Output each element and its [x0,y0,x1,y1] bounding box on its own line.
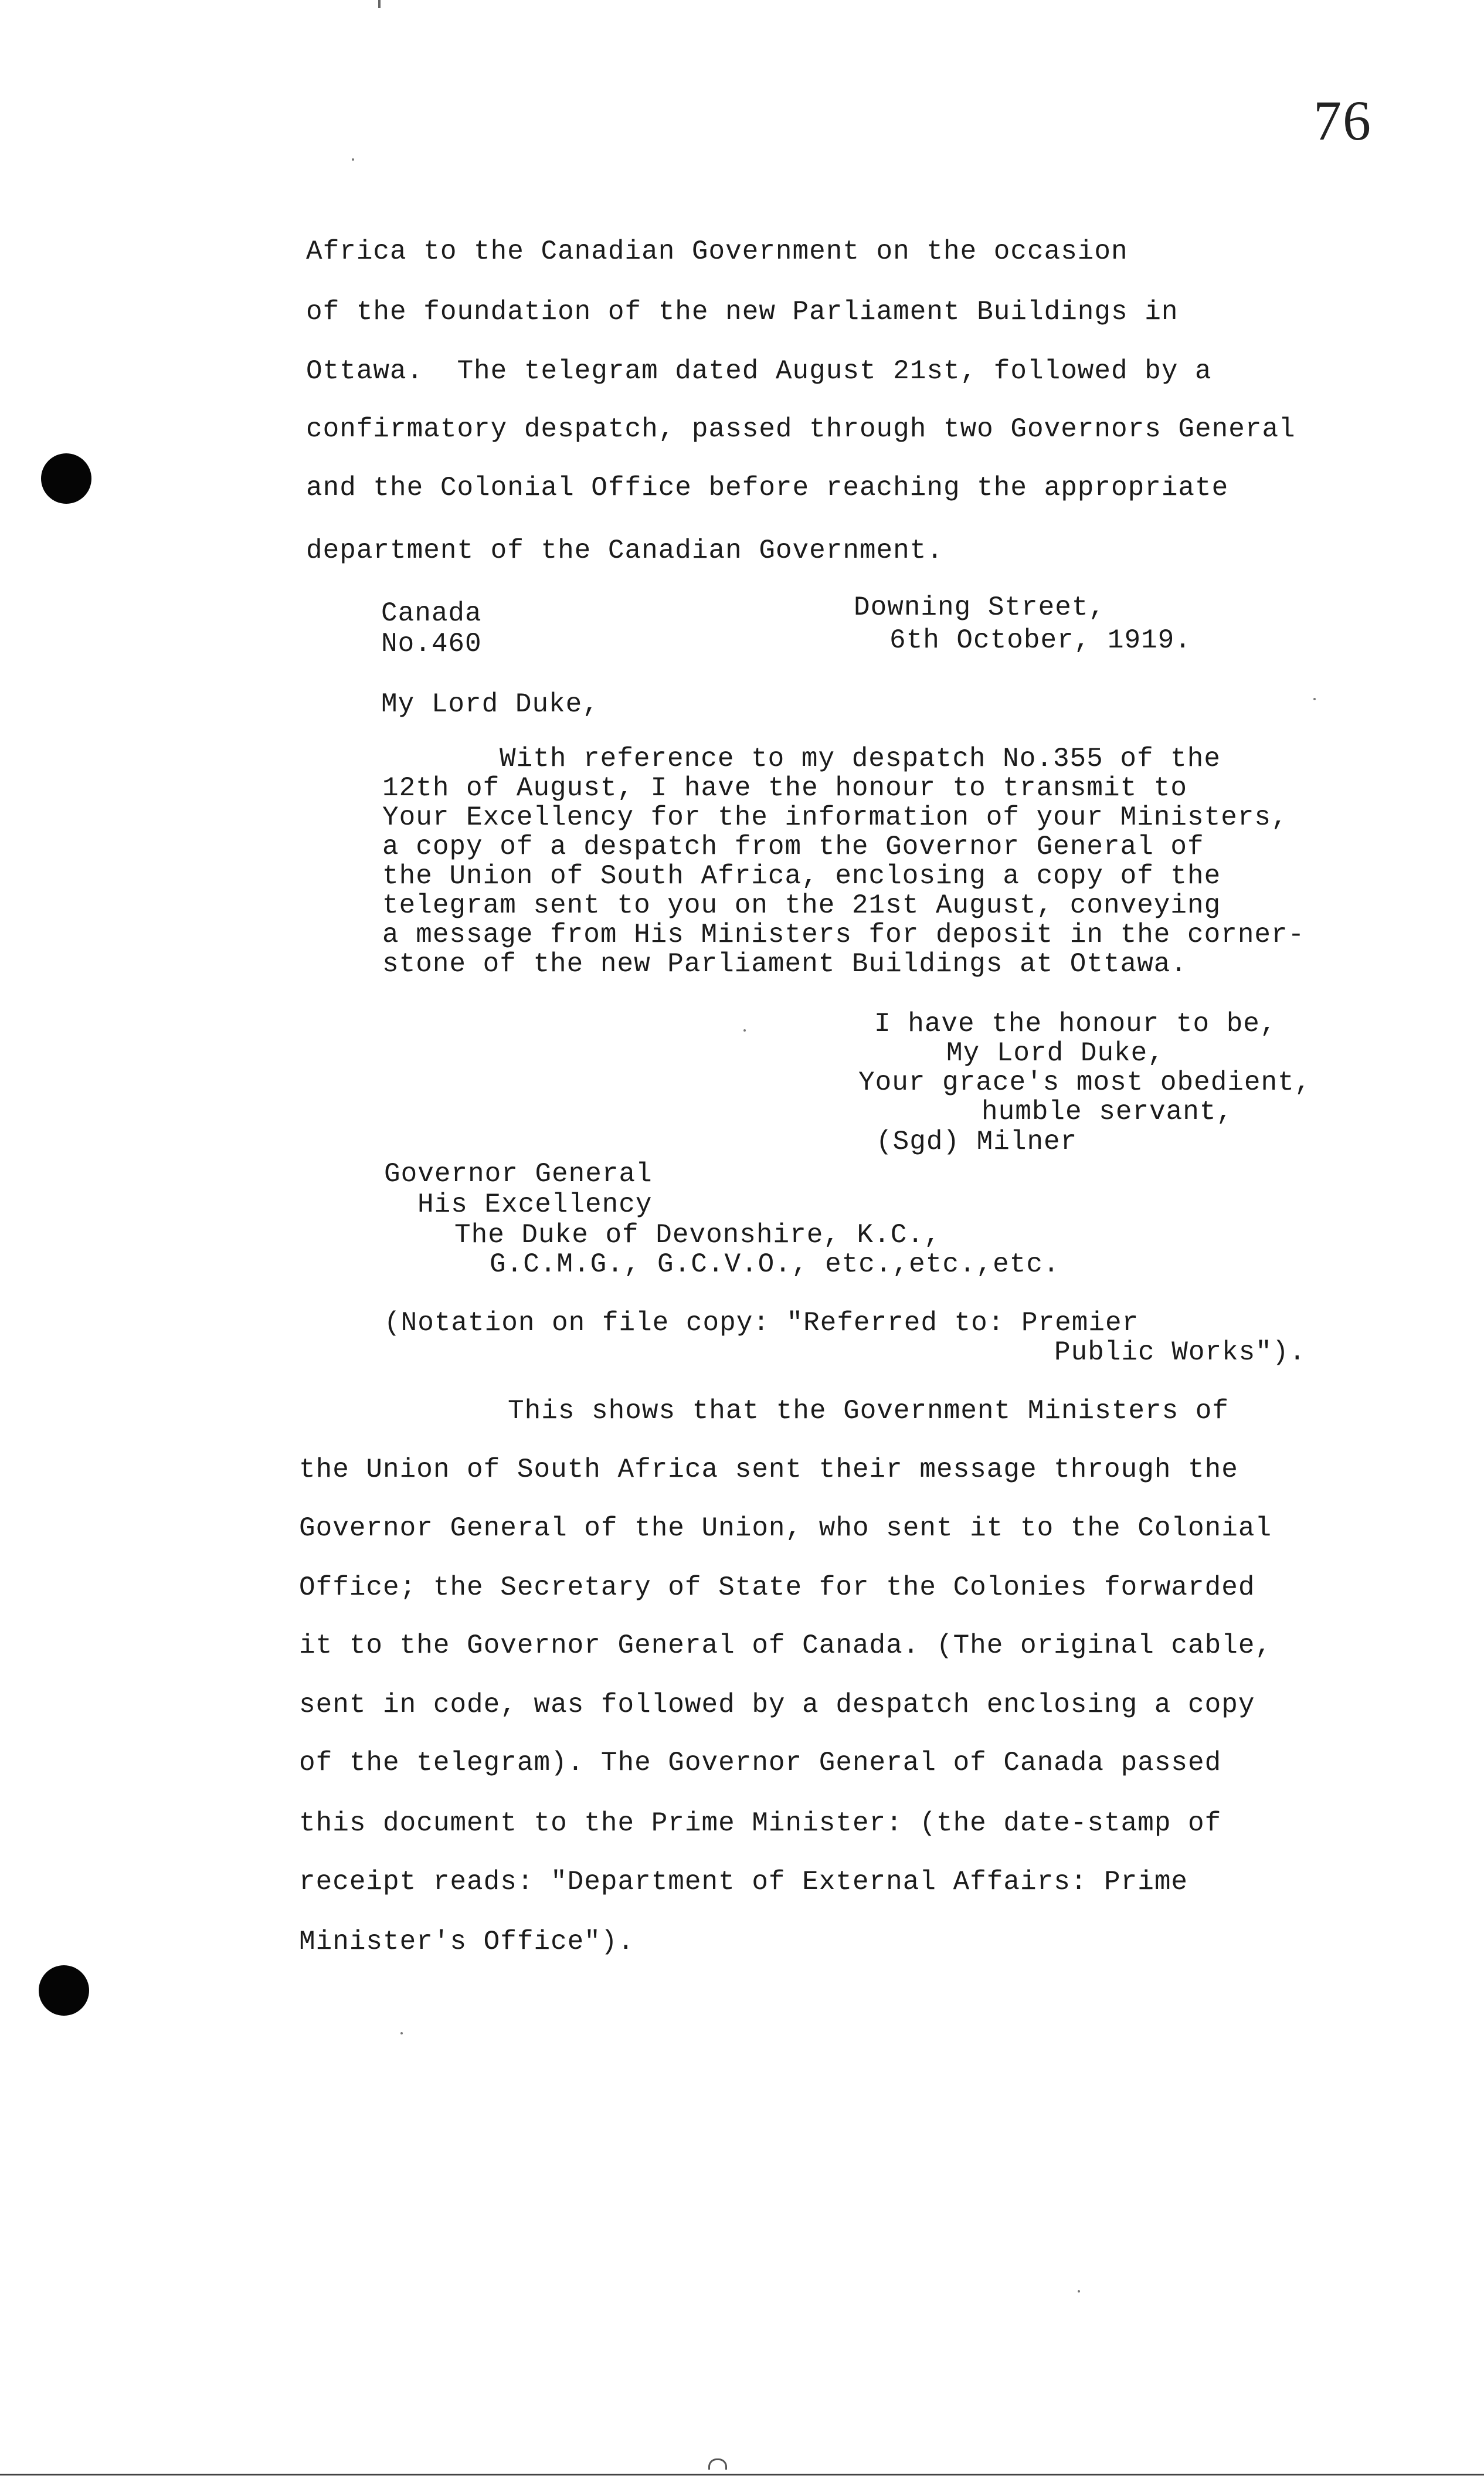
letter-address-line: 6th October, 1919. [889,625,1191,656]
paragraph-line: confirmatory despatch, passed through two Governors General [306,414,1296,445]
paragraph-line: Minister's Office"). [299,1927,635,1957]
punch-hole-bottom [39,1965,89,2016]
punch-hole-top [41,453,91,504]
addressee-line: Governor General [384,1159,653,1189]
notation-line: Public Works"). [1054,1337,1306,1368]
paragraph-line: Ottawa. The telegram dated August 21st, followed by a [306,356,1212,386]
paragraph-line: Africa to the Canadian Government on the occasion [306,236,1128,267]
paragraph-line: it to the Governor General of Canada. (The original cable, [299,1630,1272,1661]
letter-body-line: the Union of South Africa, enclosing a copy of the [382,861,1221,891]
letter-closing-line: My Lord Duke, [946,1038,1164,1069]
letter-body-line: telegram sent to you on the 21st August, conveying [382,890,1221,921]
paper-speck [1313,698,1316,700]
letter-body-line: Your Excellency for the information of your Ministers, [382,802,1288,833]
letter-closing-line: I have the honour to be, [874,1009,1277,1039]
paragraph-line: Governor General of the Union, who sent it to the Colonial [299,1513,1272,1544]
letter-closing-line: humble servant, [982,1097,1234,1127]
paragraph-line: Office; the Secretary of State for the Colonies forwarded [299,1572,1255,1603]
addressee-line: G.C.M.G., G.C.V.O., etc.,etc.,etc. [490,1249,1060,1280]
paragraph-line: of the foundation of the new Parliament Buildings in [306,297,1179,327]
letter-reference-line: Canada [381,598,482,629]
paragraph-line: receipt reads: "Department of External Affairs: Prime [299,1867,1188,1897]
paragraph-line: This shows that the Government Ministers of [508,1396,1229,1426]
letter-reference-line: No.460 [381,629,482,659]
paper-speck [378,0,381,8]
addressee-line: His Excellency [417,1189,653,1220]
letter-body-line: stone of the new Parliament Buildings at Ottawa. [382,949,1188,979]
letter-salutation: My Lord Duke, [381,689,599,720]
letter-closing-line: Your grace's most obedient, [858,1067,1312,1098]
letter-body-line: 12th of August, I have the honour to transmit to [382,773,1188,803]
letter-body-line: a copy of a despatch from the Governor General of [382,832,1204,862]
paper-speck [1078,2290,1080,2293]
paragraph-line: this document to the Prime Minister: (the date-stamp of [299,1808,1222,1839]
letter-body-line: With reference to my despatch No.355 of the [500,744,1221,774]
paragraph-line: department of the Canadian Government. [306,535,943,566]
paper-speck [352,158,354,161]
paragraph-line: sent in code, was followed by a despatch enclosing a copy [299,1690,1255,1720]
page-number: 76 [1313,89,1372,152]
notation-line: (Notation on file copy: "Referred to: Premier [384,1308,1139,1338]
paragraph-line: and the Colonial Office before reaching the appropriate [306,473,1229,503]
addressee-line: The Duke of Devonshire, K.C., [454,1220,941,1250]
bottom-edge-line [0,2474,1484,2475]
letter-body-line: a message from His Ministers for deposit in the corner- [382,920,1305,950]
paper-mark [708,2458,727,2470]
paragraph-line: the Union of South Africa sent their message through the [299,1454,1238,1485]
letter-signature: (Sgd) Milner [876,1127,1078,1157]
paper-speck [400,2032,403,2034]
letter-address-line: Downing Street, [854,592,1106,623]
paragraph-line: of the telegram). The Governor General of Canada passed [299,1748,1222,1778]
paper-speck [743,1029,746,1032]
